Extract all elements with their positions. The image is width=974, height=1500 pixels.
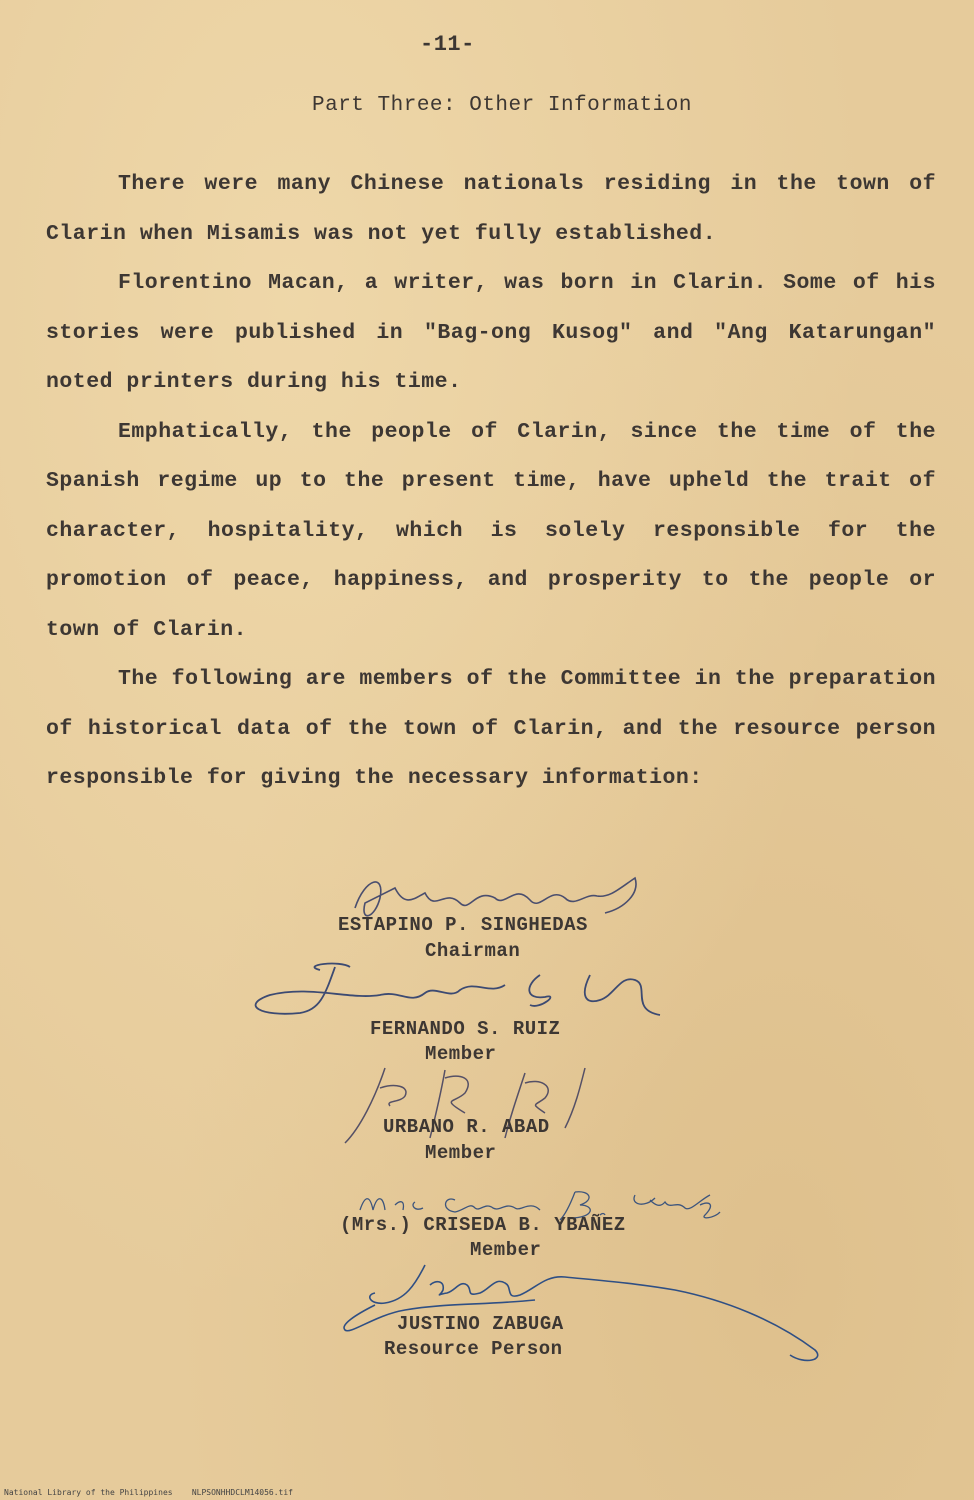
signatory-role-chairman: Chairman [425, 940, 521, 962]
signatory-name-chairman: ESTAPINO P. SINGHEDAS [338, 914, 588, 936]
signatory-name-member-2: URBANO R. ABAD [383, 1116, 550, 1138]
signatory-role-member-1: Member [425, 1043, 497, 1065]
paragraph-chinese-nationals: There were many Chinese nationals residing in the town of Clarin when Misamis was not yet fully established. [46, 172, 936, 246]
signatory-name-resource-person: JUSTINO ZABUGA [397, 1313, 564, 1335]
section-title: Part Three: Other Information [312, 94, 692, 117]
signatory-name-member-3: (Mrs.) CRISEDA B. YBAÑEZ [340, 1214, 626, 1236]
signatory-role-resource-person: Resource Person [384, 1338, 563, 1360]
page-number: -11- [420, 32, 475, 57]
paragraph-committee: The following are members of the Committee in the preparation of historical data of the town of Clarin, and the resource person responsible for giving the necessary information: [46, 667, 936, 790]
footer-file: NLPSONHHDCLM14056.tif [191, 1488, 293, 1497]
signatory-role-member-2: Member [425, 1142, 497, 1164]
paragraph-hospitality: Emphatically, the people of Clarin, since the time of the Spanish regime up to the present time, have upheld the trait of character, hospitality, which is solely responsible for the promotion of peace, happiness, and prosperity to the people or town of Clarin. [46, 419, 936, 642]
scan-footer [4, 1488, 293, 1497]
signatory-name-member-1: FERNANDO S. RUIZ [370, 1018, 561, 1040]
footer-library: National Library of the Philippines [4, 1488, 173, 1497]
paragraph-florentino-macan: Florentino Macan, a writer, was born in Clarin. Some of his stories were published in "Bag-ong Kusog" and "Ang Katarungan" noted printers during his time. [46, 271, 936, 394]
body-text [46, 160, 936, 804]
signatory-role-member-3: Member [470, 1239, 542, 1261]
